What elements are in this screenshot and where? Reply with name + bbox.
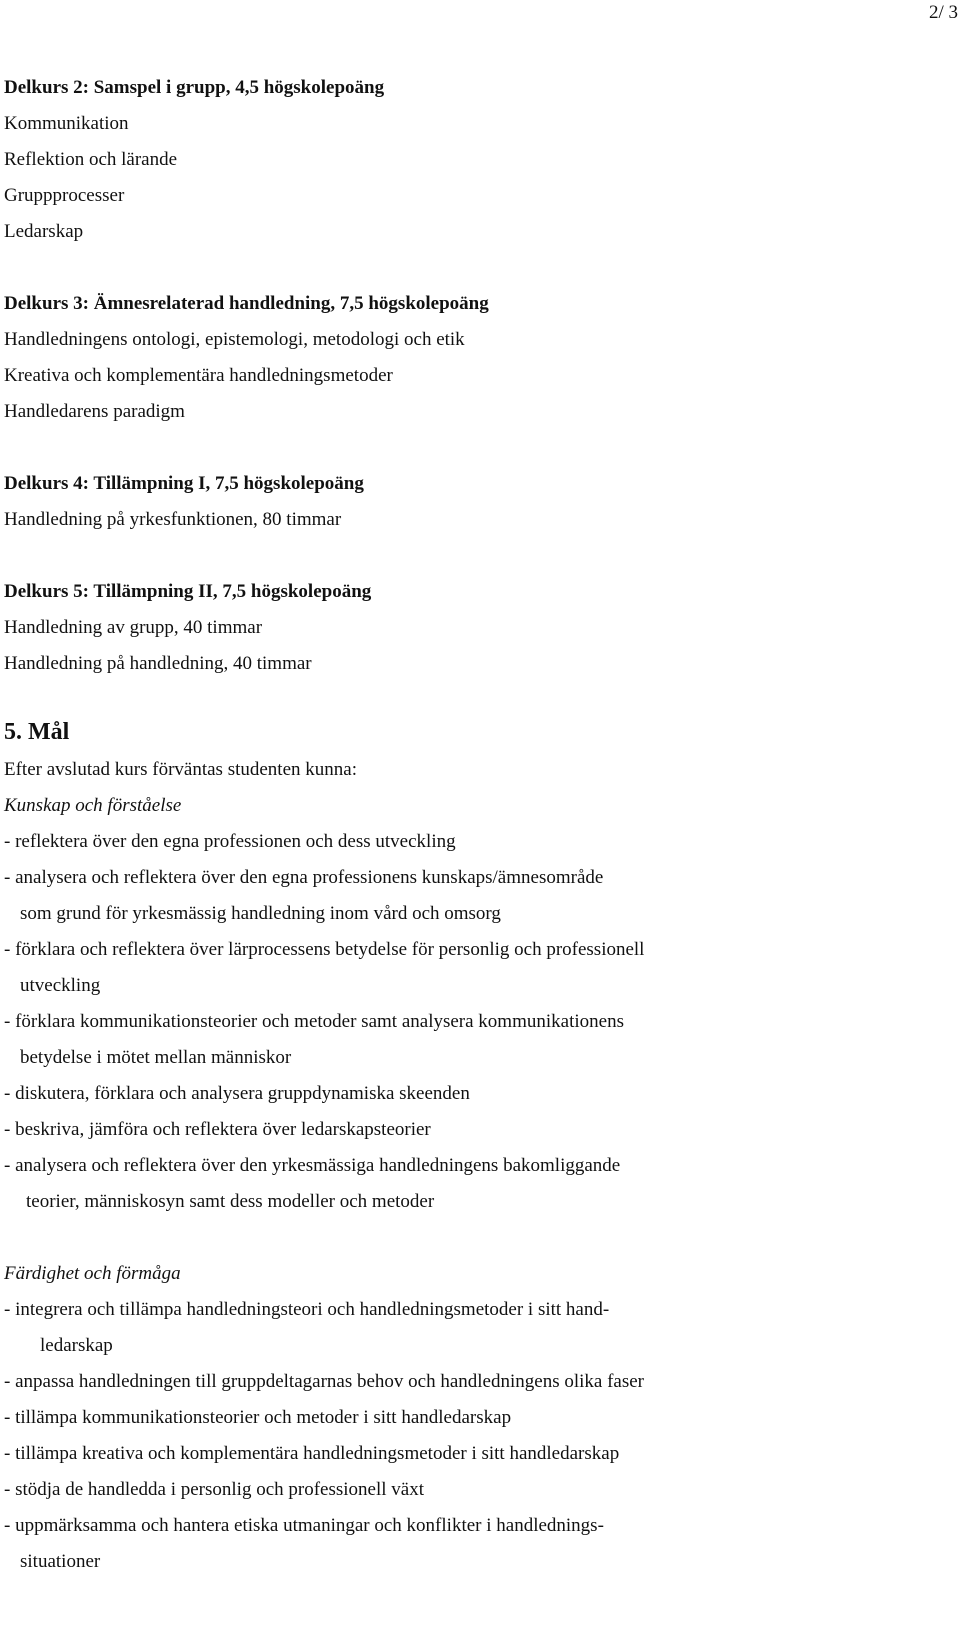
fardighet-line: situationer xyxy=(20,1551,101,1572)
kunskap-line: - diskutera, förklara och analysera gruppdynamiska skeenden xyxy=(4,1083,470,1104)
fardighet-line: - uppmärksamma och hantera etiska utmaningar och konflikter i handlednings- xyxy=(4,1515,604,1536)
fardighet-line: - stödja de handledda i personlig och professionell växt xyxy=(4,1479,425,1500)
fardighet-line: - tillämpa kommunikationsteorier och metoder i sitt handledarskap xyxy=(4,1407,512,1428)
kunskap-line: betydelse i mötet mellan människor xyxy=(20,1047,292,1068)
fardighet-line: - anpassa handledningen till gruppdeltagarnas behov och handledningens olika faser xyxy=(4,1371,644,1392)
mal-intro: Efter avslutad kurs förväntas studenten kunna: xyxy=(4,759,357,780)
kunskap-line: som grund för yrkesmässig handledning inom vård och omsorg xyxy=(20,903,501,924)
document-body xyxy=(4,70,954,1580)
kunskap-line: - analysera och reflektera över den yrkesmässiga handledningens bakomliggande xyxy=(4,1155,621,1176)
delkurs4-item: Handledning på yrkesfunktionen, 80 timmar xyxy=(4,509,342,530)
delkurs3-item: Kreativa och komplementära handledningsmetoder xyxy=(4,365,393,386)
delkurs5-item: Handledning av grupp, 40 timmar xyxy=(4,617,263,638)
delkurs2-heading: Delkurs 2: Samspel i grupp, 4,5 högskolepoäng xyxy=(4,77,385,98)
delkurs5-item: Handledning på handledning, 40 timmar xyxy=(4,653,312,674)
delkurs2-item: Kommunikation xyxy=(4,113,129,134)
fardighet-line: - tillämpa kreativa och komplementära handledningsmetoder i sitt handledarskap xyxy=(4,1443,620,1464)
delkurs3-item: Handledningens ontologi, epistemologi, metodologi och etik xyxy=(4,329,465,350)
mal-heading: 5. Mål xyxy=(4,719,70,745)
delkurs2-item: Ledarskap xyxy=(4,221,84,242)
page-number: 2/ 3 xyxy=(928,2,958,23)
kunskap-heading: Kunskap och förståelse xyxy=(4,795,182,816)
kunskap-line: teorier, människosyn samt dess modeller och metoder xyxy=(26,1191,435,1212)
kunskap-line: - beskriva, jämföra och reflektera över ledarskapsteorier xyxy=(4,1119,431,1140)
delkurs3-item: Handledarens paradigm xyxy=(4,401,185,422)
fardighet-heading: Färdighet och förmåga xyxy=(4,1263,181,1284)
kunskap-line: - reflektera över den egna professionen och dess utveckling xyxy=(4,831,456,852)
kunskap-line: utveckling xyxy=(20,975,101,996)
delkurs2-item: Reflektion och lärande xyxy=(4,149,178,170)
delkurs2-item: Gruppprocesser xyxy=(4,185,125,206)
delkurs5-heading: Delkurs 5: Tillämpning II, 7,5 högskolepoäng xyxy=(4,581,372,602)
fardighet-line: - integrera och tillämpa handledningsteori och handledningsmetoder i sitt hand- xyxy=(4,1299,610,1320)
kunskap-line: - förklara och reflektera över lärprocessens betydelse för personlig och professionell xyxy=(4,939,645,960)
delkurs3-heading: Delkurs 3: Ämnesrelaterad handledning, 7,5 högskolepoäng xyxy=(4,293,489,314)
kunskap-line: - analysera och reflektera över den egna professionens kunskaps/ämnesområde xyxy=(4,867,604,888)
kunskap-line: - förklara kommunikationsteorier och metoder samt analysera kommunikationens xyxy=(4,1011,624,1032)
fardighet-line: ledarskap xyxy=(40,1335,113,1356)
delkurs4-heading: Delkurs 4: Tillämpning I, 7,5 högskolepoäng xyxy=(4,473,364,494)
